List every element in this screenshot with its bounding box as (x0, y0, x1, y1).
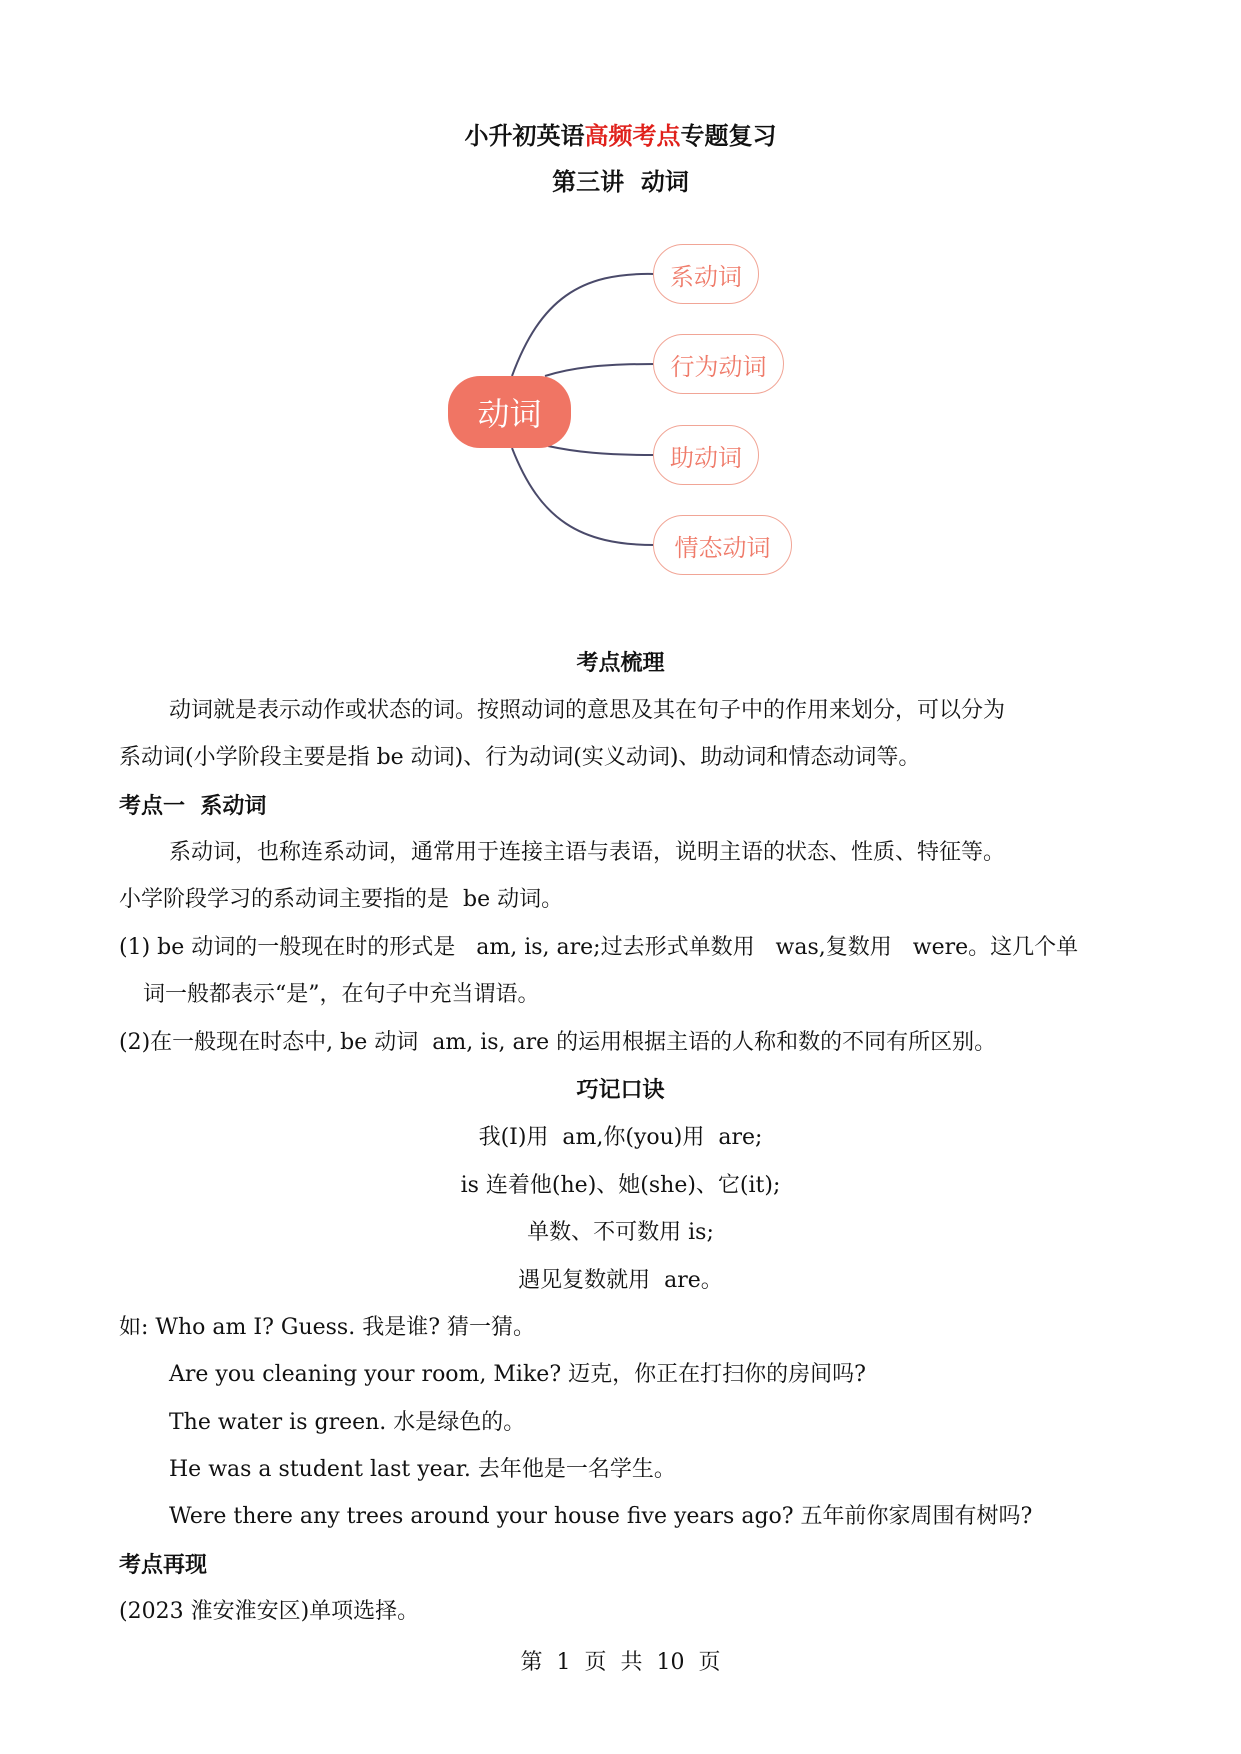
point1-heading: 考点一 系动词 (119, 794, 267, 819)
example-line-4: He was a student last year. 去年他是一名学生。 (169, 1457, 676, 1482)
connector-1 (512, 274, 655, 376)
point1-item1-line-1: (1) be 动词的一般现在时的形式是 am, is, are;过去形式单数用 was,复数用 were。这几个单 (119, 935, 1079, 960)
connector-4 (512, 448, 655, 545)
review-line: (2023 淮安淮安区)单项选择。 (119, 1599, 420, 1624)
mindmap-node-action-verb: 行为动词 (653, 334, 784, 394)
example-line-2: Are you cleaning your room, Mike? 迈克，你正在打扫你的房间吗? (169, 1362, 866, 1387)
mindmap-node-linking-verb: 系动词 (653, 244, 759, 304)
mnemonic-line-2: is 连着他(he)、她(she)、它(it); (460, 1173, 781, 1198)
point1-item2: (2)在一般现在时态中, be 动词 am, is, are 的运用根据主语的人称和数的不同有所区别。 (119, 1030, 997, 1055)
title-prefix: 小升初英语 (464, 122, 585, 150)
connector-3 (548, 446, 655, 455)
mindmap-node-modal-verb: 情态动词 (653, 515, 792, 575)
connector-2 (545, 364, 655, 376)
section-heading: 考点梳理 (576, 651, 665, 676)
example-line-3: The water is green. 水是绿色的。 (169, 1410, 526, 1435)
page-footer: 第 1 页 共 10 页 (520, 1650, 721, 1675)
title-highlight: 高频考点 (584, 122, 681, 150)
example-first: 如: Who am I? Guess. 我是谁? 猜一猜。 (119, 1315, 535, 1340)
intro-line-2: 系动词(小学阶段主要是指 be 动词)、行为动词(实义动词)、助动词和情态动词等。 (119, 745, 921, 770)
mindmap-node-auxiliary-verb: 助动词 (653, 425, 759, 485)
lecture-subtitle: 第三讲 动词 (552, 168, 689, 196)
mnemonic-heading: 巧记口诀 (576, 1078, 665, 1103)
mindmap-root: 动词 (448, 376, 571, 448)
intro-line-1: 动词就是表示动作或状态的词。按照动词的意思及其在句子中的作用来划分，可以分为 (169, 698, 1006, 723)
mnemonic-line-1: 我(I)用 am,你(you)用 are; (478, 1125, 763, 1150)
point1-item1-line-2: 词一般都表示“是”，在句子中充当谓语。 (143, 982, 540, 1007)
title-suffix: 专题复习 (680, 122, 777, 150)
point1-desc-line-2: 小学阶段学习的系动词主要指的是 be 动词。 (119, 887, 564, 912)
example-line-5: Were there any trees around your house five years ago? 五年前你家周围有树吗? (169, 1504, 1033, 1529)
page-title (0, 122, 1241, 150)
point1-desc-line-1: 系动词，也称连系动词，通常用于连接主语与表语，说明主语的状态、性质、特征等。 (169, 840, 1006, 865)
mnemonic-line-3: 单数、不可数用 is; (527, 1220, 714, 1245)
mnemonic-line-4: 遇见复数就用 are。 (518, 1268, 723, 1293)
review-heading: 考点再现 (119, 1553, 208, 1578)
